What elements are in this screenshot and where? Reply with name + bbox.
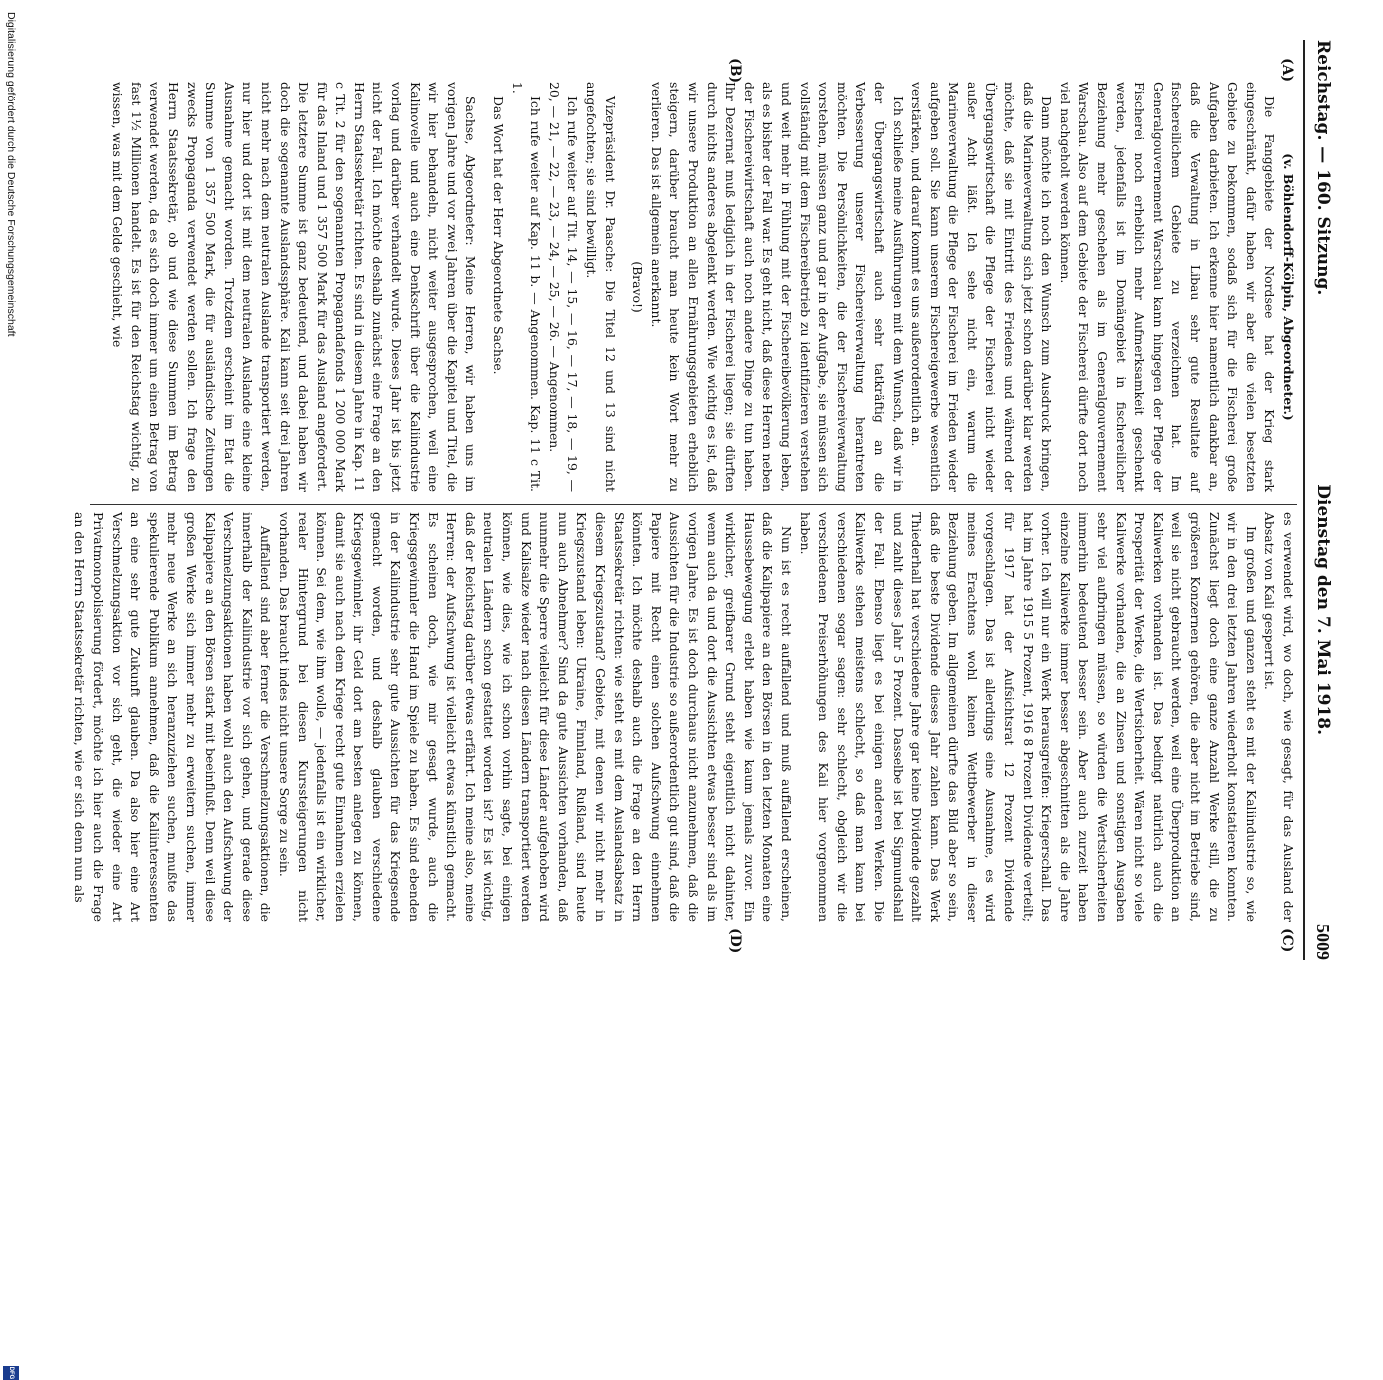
paragraph: Ich rufe weiter auf Tit. 14, — 15, — 16, — 17, — 18, — 19, — 20, — 21, — 22, — 23, — 24, — 25, — 26. — Angenommen. bbox=[546, 82, 581, 492]
dfg-logo: DFG bbox=[3, 1366, 19, 1380]
margin-letter-c: (C) bbox=[1279, 928, 1295, 953]
speaker-continuation: (v. Böhlendorff-Kölpin, Abgeordneter.) bbox=[1281, 153, 1296, 421]
header-rule bbox=[1303, 40, 1305, 960]
page-header bbox=[1311, 40, 1335, 960]
column-divider bbox=[90, 504, 1297, 505]
paragraph: Ich rufe weiter auf Kap. 11 b. — Angenommen. Kap. 11 c Tit. 1. bbox=[509, 82, 544, 492]
paragraph: Die Fanggebiete der Nordsee hat der Krieg stark eingeschränkt, dafür haben wir aber die vielen besetzten Gebiete zu bekommen, sodaß sich für die Fischerei große Aufgaben darbieten. Ich erkenne hier namentlich dankbar an, daß die Verwaltung in Libau sehr gute Resultate auf fischereilichem Gebiete zu verzeichnen hat. Im Generalgouvernement Warschau kann hingegen der Pflege der Fischerei noch erheblich mehr Aufmerksamkeit geschenkt werden, jedenfalls ist im Domängebiet in fischereilicher Beziehung mehr geschehen als im Generalgouvernement Warschau. Also auf dem Gebiete der Fischerei dürfte dort noch viel nachgeholt werden können. bbox=[1057, 82, 1278, 492]
header-left: Reichstag. — 160. Sitzung. bbox=[1313, 40, 1333, 296]
header-right: Dienstag den 7. Mai 1918. bbox=[1313, 484, 1333, 735]
margin-letter-d: (D) bbox=[727, 928, 743, 954]
paragraph: Ich schließe meine Ausführungen mit dem Wunsch, daß wir in der Übergangswirtschaft auch sehr tatkräftig an die Verbesserung unserer Fischereiverwaltung herantreten möchten. Die Persönlichkeiten, die der Fischereiverwaltung vorstehen, müssen ganz und gar in der Aufgabe, sie müssen sich vollständig mit dem Fischereibetrieb zu identifizieren verstehen und weit mehr in Fühlung mit der Fischereibevölkerung leben, als es bisher der Fall war. Es geht nicht, daß diese Herren neben der Fischereiwirtschaft auch noch andere Dinge zu tun haben. Ihr Dezernat muß lediglich in der Fischerei liegen; sie dürften durch nichts anderes abgelenkt werden. Wie wichtig es ist, daß wir unsere Produktion an allen Ernährungsgebieten erheblich steigern, darüber braucht man heute kein Wort mehr zu verlieren. Das ist allgemein anerkannt. bbox=[648, 82, 906, 492]
paragraph: Im großen und ganzen steht es mit der Kaliindustrie so, wie wir in den drei letzten Jahren wiederholt konstatieren konnten. Zunächst liegt doch eine ganze Anzahl Werke still, die zu größeren Konzernen gehören, die aber nicht im Betriebe sind, weil sie nicht gebraucht werden, weil eine Überproduktion an Kaliwerken vorhanden ist. Das bedingt natürlich auch die Prosperität der Werke, die Wertsicherheit. Wären nicht so viele Kaliwerke vorhanden, die an Zinsen und sonstigen Ausgaben sehr viel aufbringen müssen, so würden die Wertsicherheiten immerhin bedeutend besser sein. Aber auch zurzeit haben einzelne Kaliwerke immer besser abgeschnitten als die Jahre vorher. Ich will nur ein Werk herausgreifen: Kriegerschall. Das hat im Jahre 1915 5 Prozent, 1916 8 Prozent Dividende verteilt; für 1917 hat der Aufsichtsrat 12 Prozent Dividende vorgeschlagen. Das ist allerdings eine Ausnahme, es wird meines Erachtens wohl keinen Wettbewerber in dieser Beziehung geben. Im allgemeinen dürfte das Bild aber so sein, daß die beste Dividende dieses Jahr zahlen kann. Das Werk Thiederhall hat verschiedene Jahre gar keine Dividende gezahlt und zahlt dieses Jahr 5 Prozent. Dasselbe ist bei Sigmundshall der Fall. Ebenso liegt es bei einigen anderen Werken. Die Kaliwerke stehen meistens schlecht, so daß man kann bei verschiedenen sogar sagen: sehr schlecht, obgleich wir die verschiedenen Preiserhöhungen des Kali hier vorgenommen haben. bbox=[797, 512, 1259, 922]
paragraph: Vizepräsident Dr. Paasche: Die Titel 12 und 13 sind nicht angefochten; sie sind bewilligt. bbox=[584, 82, 618, 492]
paragraph: es verwendet wird, wo doch, wie gesagt, für das Ausland der Absatz von Kali gesperrt ist. bbox=[1262, 512, 1296, 922]
paragraph: Nun ist es recht auffallend und muß auffallend erscheinen, daß die Kalipapiere an den Börsen in den letzten Monaten eine Haussebewegung erlebt haben wie kaum jemals zuvor. Ein wirklicher, greifbarer Grund steht eigentlich nicht dahinter, wenn auch da und dort die Aussichten etwas besser sind als im vorigen Jahre. Es ist doch durchaus nicht anzunehmen, daß die Aussichten für die Industrie so außerordentlich gut sind, daß die Papiere mit Recht einen solchen Aufschwung einnehmen könnten. Ich möchte deshalb auch die Frage an den Herrn Staatssekretär richten: wie steht es mit dem Auslandsabsatz in diesem Kriegszustand? Gebiete, mit denen wir nicht mehr in Kriegszustand leben: Ukraine, Finnland, Rußland, sind heute nun auch Abnehmer? Sind da gute Aussichten vorhanden, daß nunmehr die Sperre vielleicht für diese Länder aufgehoben wird und Kalisalze wieder nach diesen Ländern transportiert werden können, wie dies, wie ich schon vorhin sagte, bei einigen neutralen Ländern schon gestattet worden ist? Es ist wichtig, daß der Reichstag darüber etwas erfährt. Ich meine also, meine Herren: der Aufschwung ist vielleicht etwas künstlich gemacht. Es scheinen doch, wie mir gesagt wurde, auch die Kriegsgewinnler die Hand im Spiele zu haben. Es sind ebenden in der Kaliindustrie sehr gute Aussichten für das Kriegsende gemacht worden, und deshalb glauben verschiedene Kriegsgewinnler, ihr Geld dort am besten anlegen zu können, damit sie auch nach dem Kriege recht gute Einnahmen erzielen können. Sei dem, wie ihm wolle, — jedenfalls ist ein wirklicher, realer Hintergrund bei diesen Kurssteigerungen nicht vorhanden. Das braucht indes nicht unsere Sorge zu sein. bbox=[276, 512, 794, 922]
applause-note: (Bravo!) bbox=[630, 261, 646, 313]
margin-letter-b: (B) bbox=[727, 58, 743, 84]
digitization-credit: Digitalisierung gefördert durch die Deutsche Forschungsgemeinschaft bbox=[5, 12, 17, 337]
page-number: 5009 bbox=[1313, 923, 1334, 960]
paragraph: Sachse, Abgeordneter: Meine Herren, wir haben uns im vorigen Jahre und vor zwei Jahren über die Kapitel und Titel, die wir hier behandeln, nicht weiter ausgesprochen, weil eine Kalinovelle und auch eine Denkschrift über die Kaliindustrie vorlag und darüber verhandelt wurde. Dieses Jahr ist bis jetzt nicht der Fall. Ich möchte deshalb zunächst eine Frage an den Herrn Staatssekretär richten. Es sind in diesem Jahre in Kap. 11 c Tit. 2 für den sogenannten Propagandafonds 1 200 000 Mark für das Inland und 1 357 500 Mark für das Ausland angefordert. Die letztere Summe ist ganz bedeutend, und dabei haben wir doch die sogenannte Auslandssphäre. Kali kann seit drei Jahren nicht mehr nach dem neutralen Auslande transportiert werden, nur hier und dort ist mit dem neutralen Auslande eine kleine Ausnahme gemacht worden. Trotzdem erscheint im Etat die Summe von 1 357 500 Mark, die für ausländische Zeitungen zwecks Propaganda verwendet werden sollen. Ich frage den Herrn Staatssekretär, ob und wie diese Summen im Betrag verwendet werden, da es sich doch immer um einen Betrag von fast 1½ Millionen handelt. Es ist für den Reichstag wichtig, zu wissen, was mit dem Gelde geschieht, wie bbox=[110, 82, 479, 492]
digitization-footer bbox=[3, 0, 19, 1000]
margin-letter-a: (A) bbox=[1279, 58, 1295, 83]
left-column bbox=[82, 82, 1297, 492]
paragraph: Auffallend sind aber ferner die Verschmelzungsaktionen, die innerhalb der Kaliindustrie vor sich gehen, und gerade diese Verschmelzungsaktionen haben wohl auch den Aufschwung der Kalipapiere an den Börsen stark mit beeinflußt. Denn weil diese großen Werke sich immer mehr zu erweitern suchen, immer mehr neue Werke an sich heranzuziehen suchen, mußte das spekulierende Publikum annehmen, daß die Kaliinteressenten an eine sehr gute Zukunft glauben. Da also hier eine Art Verschmelzungsaktion vor sich geht, die wieder eine Art Privatmonopolisierung fördert, möchte ich hier auch die Frage an den Herrn Staatssekretär richten, wie er sich denn nun als bbox=[72, 512, 274, 922]
paragraph: Dann möchte ich noch den Wunsch zum Ausdruck bringen, daß die Marineverwaltung sich jetzt schon darüber klar werden möchte, daß sie mit Eintritt des Friedens und während der Übergangswirtschaft die Pflege der Fischerei nicht wieder außer Acht läßt. Ich sehe nicht ein, warum die Marineverwaltung die Pflege der Fischerei im Frieden wieder aufgeben soll. Sie kann unserem Fischereigewerbe wesentlich verstärken, und darauf kommt es uns außerordentlich an. bbox=[909, 82, 1055, 492]
right-column bbox=[72, 512, 1297, 922]
paragraph: Das Wort hat der Herr Abgeordnete Sachse. bbox=[491, 96, 507, 375]
